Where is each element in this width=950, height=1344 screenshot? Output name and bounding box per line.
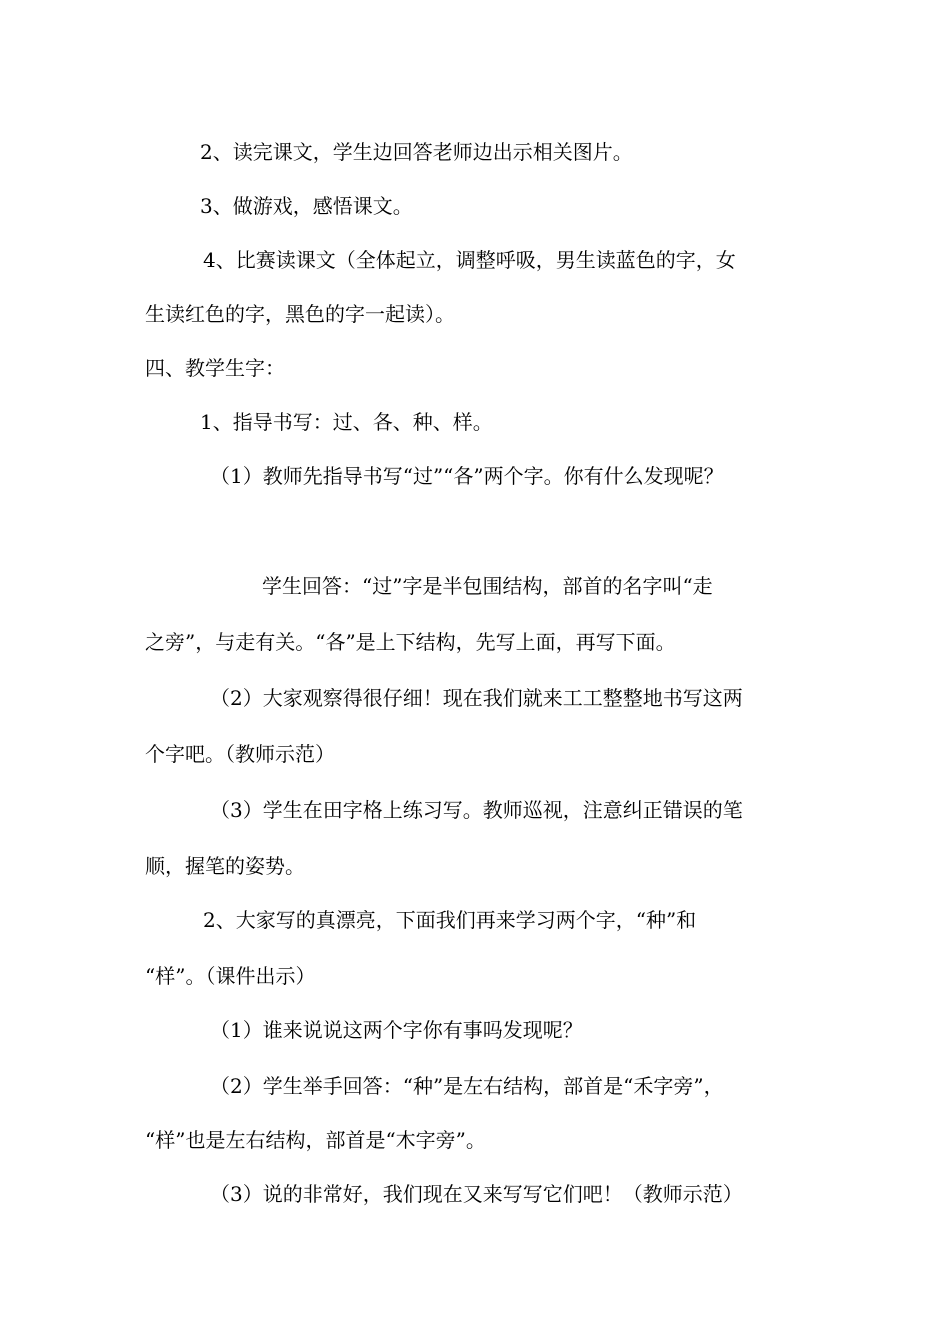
text-line: 2、大家写的真漂亮，下面我们再来学习两个字，“种”和 — [203, 908, 697, 932]
section-heading: 四、教学生字： — [145, 356, 285, 380]
text-line: 个字吧。（教师示范） — [145, 742, 335, 766]
text-line: 4、比赛读课文（全体起立，调整呼吸，男生读蓝色的字，女 — [203, 248, 736, 272]
text-line: 1、指导书写：过、各、种、样。 — [200, 410, 493, 434]
text-line: （3）说的非常好，我们现在又来写写它们吧！（教师示范） — [210, 1182, 743, 1206]
text-line: “样”也是左右结构，部首是“木字旁”。 — [145, 1128, 486, 1152]
text-line: 2、读完课文，学生边回答老师边出示相关图片。 — [200, 140, 633, 164]
text-line: 之旁”，与走有关。“各”是上下结构，先写上面，再写下面。 — [145, 630, 676, 654]
text-line: （2）大家观察得很仔细！现在我们就来工工整整地书写这两 — [210, 686, 743, 710]
text-line: “样”。（课件出示） — [145, 964, 316, 988]
text-line: 生读红色的字，黑色的字一起读）。 — [145, 302, 455, 326]
text-line: （3）学生在田字格上练习写。教师巡视，注意纠正错误的笔 — [210, 798, 743, 822]
text-line: 学生回答：“过”字是半包围结构，部首的名字叫“走 — [262, 574, 713, 598]
text-line: （1）谁来说说这两个字你有事吗发现呢？ — [210, 1018, 583, 1042]
text-line: （2）学生举手回答：“种”是左右结构，部首是“禾字旁”， — [210, 1074, 724, 1098]
text-line: （1）教师先指导书写“过”“各”两个字。你有什么发现呢？ — [210, 464, 724, 488]
text-line: 顺，握笔的姿势。 — [145, 854, 305, 878]
text-line: 3、做游戏，感悟课文。 — [200, 194, 413, 218]
